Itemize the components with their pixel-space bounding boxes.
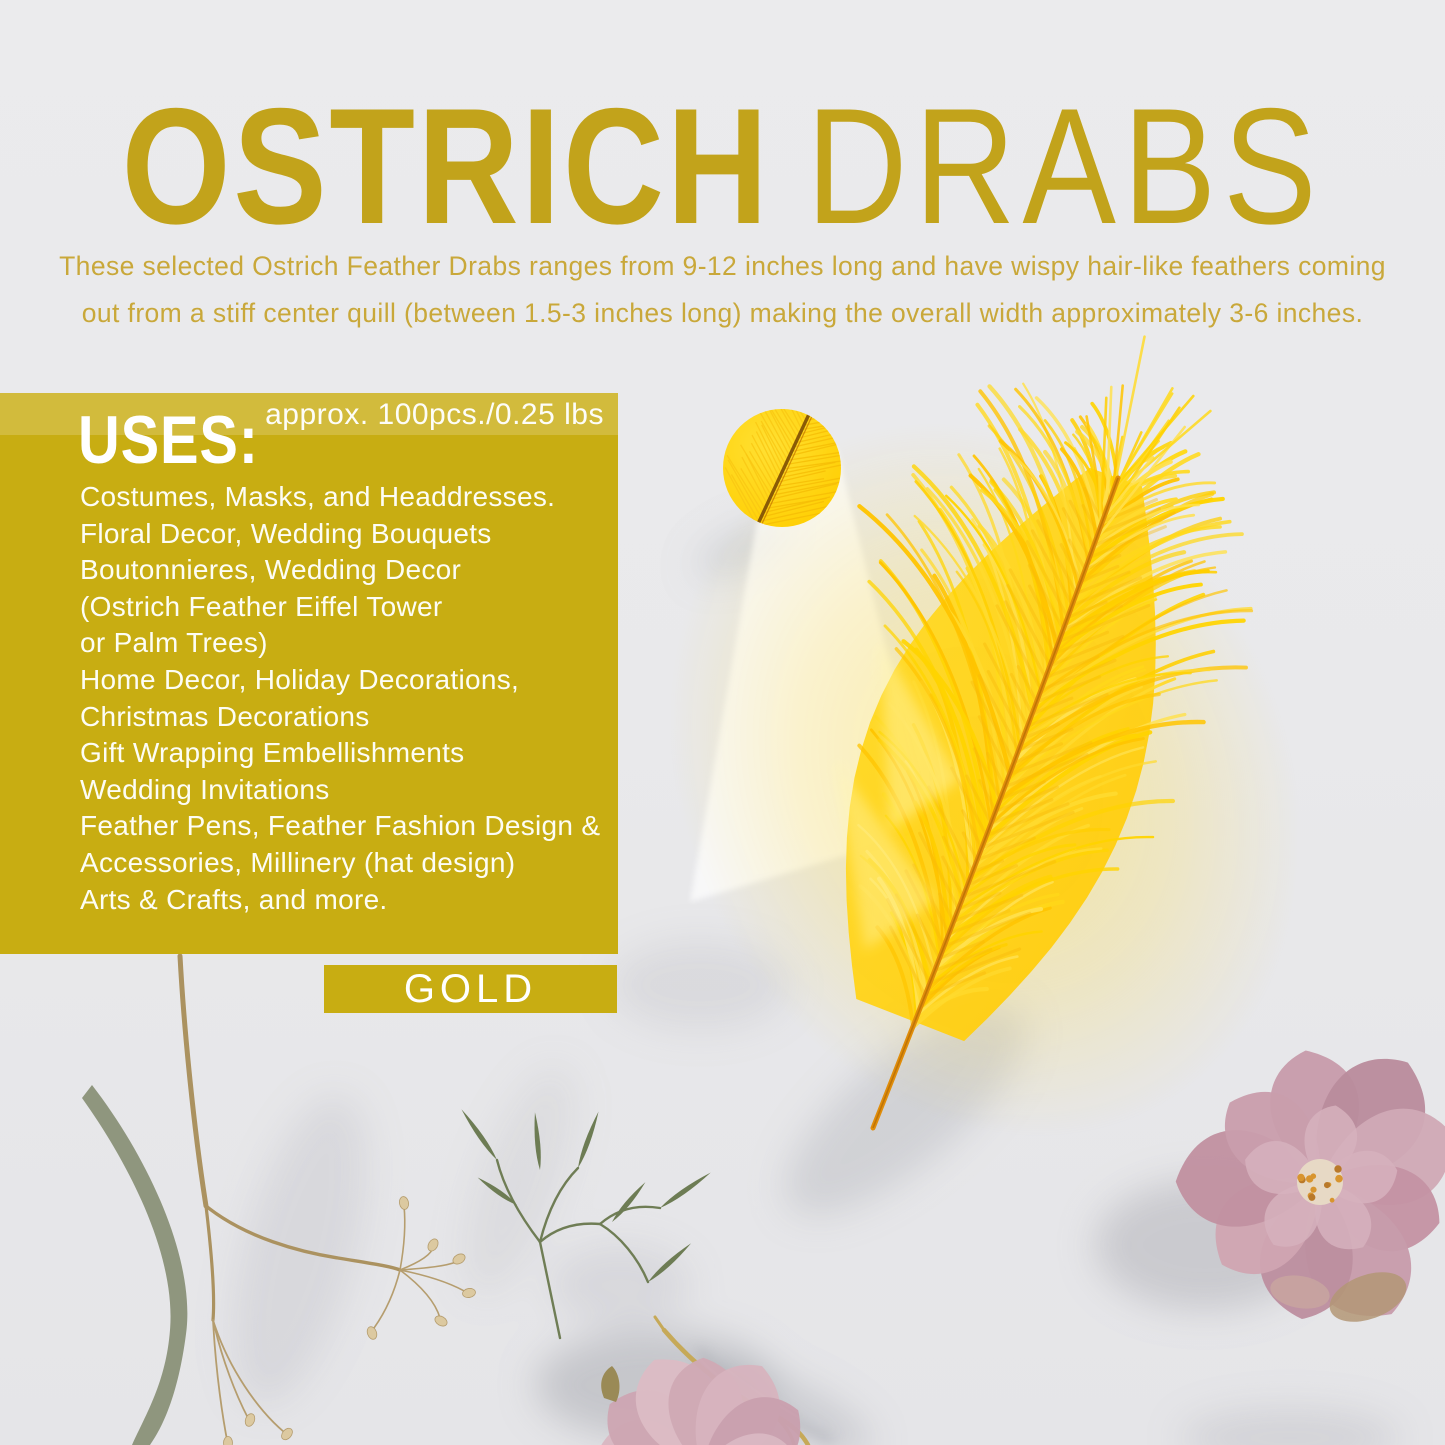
uses-heading: USES: — [78, 402, 259, 478]
uses-item: Home Decor, Holiday Decorations, — [80, 663, 520, 695]
uses-item: (Ostrich Feather Eiffel Tower — [80, 590, 443, 622]
subtitle-line-1: These selected Ostrich Feather Drabs ranges from 9-12 inches long and have wispy hair-like feathers coming — [59, 251, 1386, 281]
uses-item: Christmas Decorations — [80, 700, 370, 732]
uses-list — [80, 479, 600, 918]
subtitle-line-2: out from a stiff center quill (between 1.5-3 inches long) making the overall width approximately 3-6 inches. — [81, 298, 1364, 328]
page-title — [108, 74, 1336, 258]
uses-item: Gift Wrapping Embellishments — [80, 737, 465, 769]
color-name-text: GOLD — [403, 966, 538, 1011]
uses-item: Arts & Crafts, and more. — [80, 883, 388, 915]
uses-item: Feather Pens, Feather Fashion Design & — [80, 810, 601, 842]
uses-item: Accessories, Millinery (hat design) — [80, 846, 516, 878]
uses-item: Boutonnieres, Wedding Decor — [80, 554, 462, 586]
uses-item: Floral Decor, Wedding Bouquets — [80, 517, 492, 549]
title-word-ostrich: OSTRICH — [121, 74, 771, 258]
uses-item: or Palm Trees) — [80, 627, 268, 659]
subtitle — [0, 243, 1445, 337]
green-blade-leaf — [82, 1085, 187, 1445]
uses-panel — [0, 393, 618, 954]
quantity-note: approx. 100pcs./0.25 lbs — [265, 398, 604, 431]
uses-item: Wedding Invitations — [80, 773, 330, 805]
title-word-drabs: DRABS — [806, 74, 1324, 258]
uses-item: Costumes, Masks, and Headdresses. — [80, 481, 556, 512]
color-name-badge — [324, 965, 617, 1013]
